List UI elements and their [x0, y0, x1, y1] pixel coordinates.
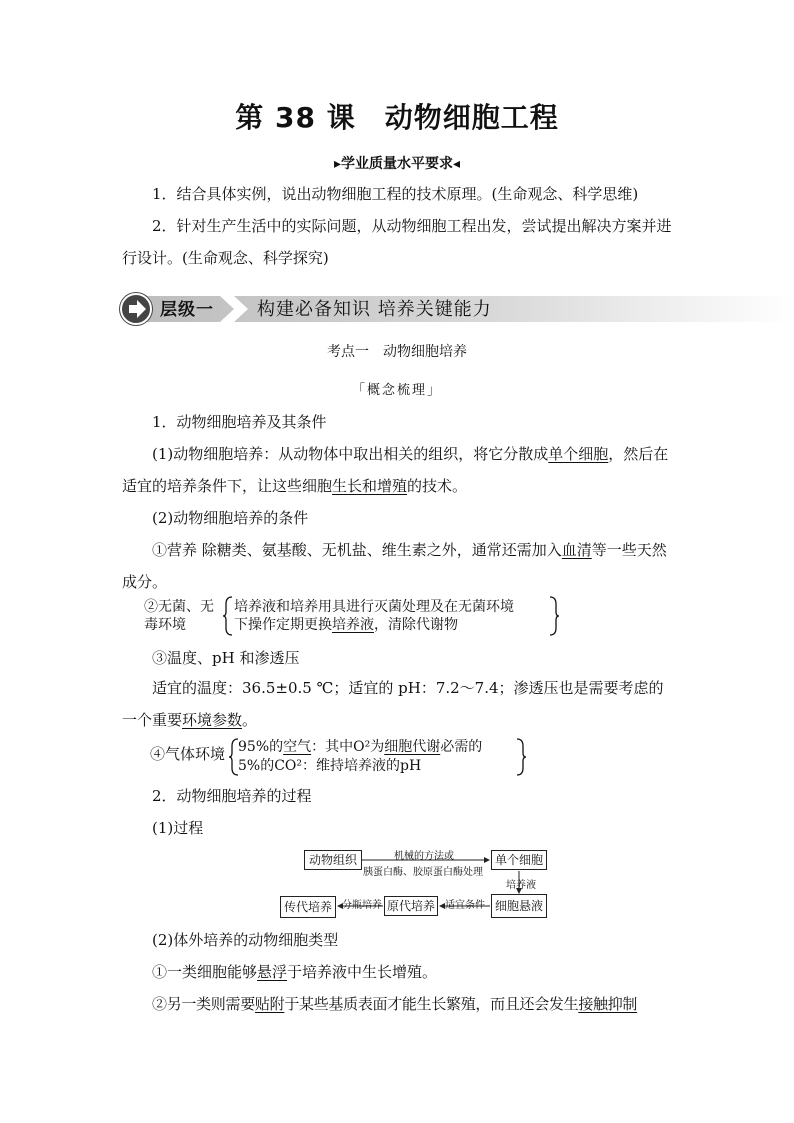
key-term: 贴附	[254, 995, 285, 1013]
text-run: ①一类细胞能够	[152, 963, 258, 981]
flow-box-single-cell: 单个细胞	[491, 850, 547, 870]
text-run: 于培养液中生长增殖。	[287, 963, 438, 981]
section-1-title: 1．动物细胞培养及其条件	[152, 413, 327, 431]
key-term: 血清	[561, 541, 592, 559]
nutrition-text	[122, 534, 677, 598]
text-run: ：其中O²为	[311, 739, 385, 755]
text-run: ①营养 除糖类、氨基酸、无机盐、维生素之外，通常还需加入	[152, 541, 562, 559]
arrow-label-medium: 培养液	[506, 880, 536, 891]
page-title: 第 38 课 动物细胞工程	[235, 101, 559, 134]
sterile-line-1: 培养液和培养用具进行灭菌处理及在无菌环境	[234, 599, 514, 615]
sterile-line-2	[234, 615, 458, 635]
process-title: (1)过程	[152, 819, 204, 837]
temperature-text	[122, 672, 677, 736]
key-term: 生长和增殖	[332, 477, 408, 495]
arrow-label-split: 分瓶培养	[342, 900, 382, 911]
text-run: ，然后在适宜的培养条件下，让这些细胞	[122, 445, 669, 495]
requirements-heading: ▸学业质量水平要求◂	[333, 156, 461, 172]
section-1-2-title: (2)动物细胞培养的条件	[152, 509, 309, 527]
flow-box-cell-suspension: 细胞悬液	[491, 894, 547, 918]
text-run: 等一些天然成分。	[122, 541, 667, 591]
text-run: 下操作定期更换	[234, 617, 332, 633]
level-label: 层级一	[160, 300, 214, 320]
key-term: 单个细胞	[548, 445, 609, 463]
requirement-item-1: 1．结合具体实例，说出动物细胞工程的技术原理。(生命观念、科学思维)	[152, 185, 639, 203]
text-run: (1)动物细胞培养：从动物体中取出相关的组织，将它分散成	[152, 445, 549, 463]
gas-line-1	[238, 737, 482, 757]
level-subtitle: 构建必备知识 培养关键能力	[257, 299, 492, 320]
gas-label: ④气体环境	[150, 745, 226, 763]
text-run: 95%的	[238, 739, 284, 755]
gas-line-2: 5%的CO²：维持培养液的pH	[238, 758, 422, 774]
key-term: 细胞代谢	[384, 739, 441, 755]
section-2-title: 2．动物细胞培养的过程	[152, 787, 312, 805]
text-run: 的技术。	[407, 477, 468, 495]
arrow-circle-icon	[120, 293, 152, 325]
sterile-label-2: 毒环境	[144, 617, 186, 633]
key-term: 悬浮	[257, 963, 288, 981]
text-run: 适宜的温度：36.5±0.5 ℃；适宜的 pH：7.2～7.4；渗透压也是需要考虑的一个重要	[122, 679, 664, 729]
text-run: ，清除代谢物	[374, 617, 458, 633]
cell-type-1	[122, 956, 677, 988]
text-run: 于某些基质表面才能生长繁殖，而且还会发生	[284, 995, 579, 1013]
arrow-label-mechanical: 机械的方法或	[394, 851, 454, 862]
section-1-1-text	[122, 438, 677, 502]
key-term: 环境参数	[182, 711, 243, 729]
key-term: 接触抑制	[578, 995, 638, 1013]
text-run: 必需的	[440, 739, 483, 755]
flow-box-animal-tissue: 动物组织	[304, 850, 362, 870]
text-run: ②另一类则需要	[152, 995, 255, 1013]
temperature-title: ③温度、pH 和渗透压	[152, 649, 300, 667]
requirement-item-2: 2．针对生产生活中的实际问题，从动物细胞工程出发，尝试提出解决方案并进行设计。(生命观念、科学探究)	[122, 217, 672, 267]
sterile-label-1: ②无菌、无	[144, 599, 214, 615]
concept-heading: 「概念梳理」	[351, 383, 442, 398]
kaodian-title: 考点一 动物细胞培养	[327, 344, 467, 360]
arrow-label-enzyme: 胰蛋白酶、胶原蛋白酶处理	[363, 867, 483, 878]
cell-types-title: (2)体外培养的动物细胞类型	[152, 931, 339, 949]
level-banner	[120, 293, 794, 325]
left-brace-icon	[222, 596, 234, 636]
flow-box-primary-culture: 原代培养	[384, 896, 438, 916]
right-brace-icon	[515, 738, 527, 776]
key-term: 空气	[283, 739, 312, 755]
cell-type-2	[122, 988, 677, 1020]
chevron-divider-icon	[220, 296, 250, 322]
arrow-label-conditions: 适宜条件	[445, 900, 485, 911]
text-run: 。	[242, 711, 258, 729]
key-term: 培养液	[332, 617, 374, 633]
flow-box-subculture: 传代培养	[280, 896, 336, 918]
right-brace-icon	[548, 596, 560, 636]
